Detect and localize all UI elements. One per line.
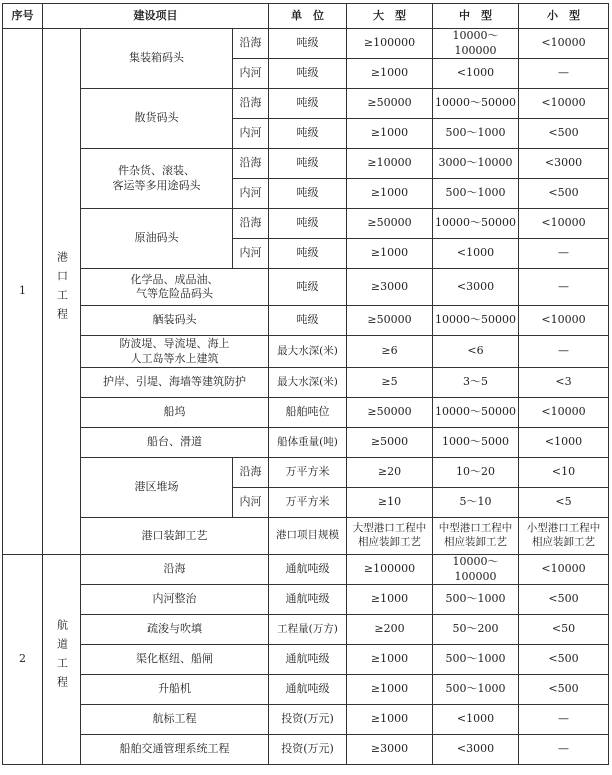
unit-cell: 吨级 [269, 59, 347, 89]
table-row [3, 209, 609, 239]
table-row [3, 555, 609, 585]
unit-cell: 投资(万元) [269, 735, 347, 765]
table-row [3, 705, 609, 735]
item-name: 内河整治 [81, 585, 269, 615]
table-row [3, 675, 609, 705]
large-cell: ≥1000 [347, 645, 433, 675]
medium-cell: 1000～5000 [433, 428, 519, 458]
item-name: 集装箱码头 [81, 29, 233, 89]
item-name-line: 件杂货、滚装、 [118, 164, 195, 178]
region-cell: 沿海 [233, 458, 269, 488]
medium-cell: 500～1000 [433, 675, 519, 705]
header-seq: 序号 [3, 4, 43, 29]
unit-cell: 吨级 [269, 89, 347, 119]
item-name: 船台、滑道 [81, 428, 269, 458]
item-name: 舾装码头 [81, 306, 269, 336]
item-name: 渠化枢纽、船闸 [81, 645, 269, 675]
small-cell: <1000 [519, 428, 609, 458]
small-cell: <10000 [519, 306, 609, 336]
region-cell: 内河 [233, 59, 269, 89]
medium-line: 中型港口工程中 [438, 522, 513, 535]
item-name: 港口装卸工艺 [81, 518, 269, 555]
region-cell: 内河 [233, 488, 269, 518]
medium-cell: 10000～50000 [433, 209, 519, 239]
large-cell: ≥3000 [347, 269, 433, 306]
item-name: 升船机 [81, 675, 269, 705]
large-cell: ≥1000 [347, 179, 433, 209]
medium-cell: 10000～50000 [433, 306, 519, 336]
medium-cell: 10～20 [433, 458, 519, 488]
small-cell: <10 [519, 458, 609, 488]
table-row [3, 306, 609, 336]
unit-cell: 通航吨级 [269, 585, 347, 615]
large-cell: ≥50000 [347, 209, 433, 239]
medium-cell: <3000 [433, 269, 519, 306]
small-cell: — [519, 239, 609, 269]
item-name-line: 防波堤、导流堤、海上 [119, 337, 230, 351]
seq-cell: 2 [3, 555, 43, 765]
unit-cell: 最大水深(米) [269, 336, 347, 368]
medium-line: 相应装卸工艺 [444, 536, 508, 548]
header-row [3, 4, 609, 29]
item-name-line: 化学品、成品油、 [130, 272, 219, 286]
table-row [3, 735, 609, 765]
large-cell: ≥1000 [347, 675, 433, 705]
unit-cell: 港口项目规模 [269, 518, 347, 555]
item-name [81, 336, 269, 368]
item-name-line: 客运等多用途码头 [112, 178, 201, 192]
medium-cell [433, 518, 519, 555]
unit-cell: 吨级 [269, 269, 347, 306]
large-cell [347, 518, 433, 555]
header-small: 小 型 [519, 4, 609, 29]
medium-cell: 50～200 [433, 615, 519, 645]
item-name: 沿海 [81, 555, 269, 585]
large-cell: ≥100000 [347, 29, 433, 59]
medium-cell: <1000 [433, 705, 519, 735]
small-cell: <500 [519, 675, 609, 705]
table-row [3, 149, 609, 179]
large-cell: ≥50000 [347, 306, 433, 336]
unit-cell: 吨级 [269, 119, 347, 149]
item-name [81, 269, 269, 306]
table-row [3, 29, 609, 59]
table-row [3, 336, 609, 368]
item-name: 散货码头 [81, 89, 233, 149]
header-large: 大 型 [347, 4, 433, 29]
classification-table [2, 3, 609, 765]
medium-cell: 3～5 [433, 368, 519, 398]
large-cell: ≥1000 [347, 119, 433, 149]
unit-cell: 吨级 [269, 149, 347, 179]
large-cell: ≥200 [347, 615, 433, 645]
large-line: 相应装卸工艺 [358, 536, 422, 548]
header-item: 建设项目 [43, 4, 269, 29]
medium-cell: <6 [433, 336, 519, 368]
medium-cell: 10000～100000 [433, 555, 519, 585]
large-cell: ≥5 [347, 368, 433, 398]
medium-cell: 500～1000 [433, 585, 519, 615]
small-cell: <500 [519, 119, 609, 149]
region-cell: 内河 [233, 239, 269, 269]
table-row [3, 458, 609, 488]
region-cell: 内河 [233, 179, 269, 209]
large-cell: ≥5000 [347, 428, 433, 458]
item-name: 护岸、引堤、海墙等建筑防护 [81, 368, 269, 398]
small-cell: — [519, 336, 609, 368]
small-cell: <10000 [519, 398, 609, 428]
category-label: 港口工程 [55, 251, 69, 328]
table-row [3, 89, 609, 119]
category-cell [43, 29, 81, 555]
medium-cell: 500～1000 [433, 645, 519, 675]
unit-cell: 通航吨级 [269, 645, 347, 675]
large-cell: ≥50000 [347, 89, 433, 119]
item-name: 原油码头 [81, 209, 233, 269]
item-name: 船舶交通管理系统工程 [81, 735, 269, 765]
item-name: 疏浚与吹填 [81, 615, 269, 645]
large-cell: ≥20 [347, 458, 433, 488]
unit-cell: 最大水深(米) [269, 368, 347, 398]
medium-cell: <3000 [433, 735, 519, 765]
small-cell [519, 518, 609, 555]
small-cell: — [519, 705, 609, 735]
small-line: 相应装卸工艺 [532, 536, 596, 548]
small-cell: — [519, 735, 609, 765]
small-cell: <10000 [519, 555, 609, 585]
small-line: 小型港口工程中 [526, 522, 601, 535]
unit-cell: 船舶吨位 [269, 398, 347, 428]
region-cell: 沿海 [233, 29, 269, 59]
table-row [3, 518, 609, 555]
unit-cell: 万平方米 [269, 488, 347, 518]
item-name-line: 人工岛等水上建筑 [130, 351, 219, 365]
table-row [3, 585, 609, 615]
region-cell: 沿海 [233, 149, 269, 179]
item-name: 船坞 [81, 398, 269, 428]
small-cell: <5 [519, 488, 609, 518]
medium-cell: 10000～50000 [433, 398, 519, 428]
category-label: 航道工程 [55, 619, 69, 696]
small-cell: — [519, 59, 609, 89]
unit-cell: 投资(万元) [269, 705, 347, 735]
table-row [3, 645, 609, 675]
header-unit: 单 位 [269, 4, 347, 29]
small-cell: <500 [519, 179, 609, 209]
table-row [3, 398, 609, 428]
unit-cell: 吨级 [269, 29, 347, 59]
table-row [3, 615, 609, 645]
table-row [3, 428, 609, 458]
table-row [3, 269, 609, 306]
large-cell: ≥1000 [347, 239, 433, 269]
region-cell: 内河 [233, 119, 269, 149]
small-cell: <10000 [519, 29, 609, 59]
item-name: 航标工程 [81, 705, 269, 735]
unit-cell: 工程量(万方) [269, 615, 347, 645]
small-cell: <3000 [519, 149, 609, 179]
unit-cell: 吨级 [269, 209, 347, 239]
small-cell: <3 [519, 368, 609, 398]
large-cell: ≥6 [347, 336, 433, 368]
large-cell: ≥1000 [347, 705, 433, 735]
unit-cell: 吨级 [269, 306, 347, 336]
large-cell: ≥100000 [347, 555, 433, 585]
medium-cell: 5～10 [433, 488, 519, 518]
header-medium: 中 型 [433, 4, 519, 29]
item-name-line: 气等危险品码头 [136, 287, 213, 300]
unit-cell: 吨级 [269, 179, 347, 209]
large-cell: ≥3000 [347, 735, 433, 765]
large-cell: ≥1000 [347, 59, 433, 89]
large-cell: ≥10000 [347, 149, 433, 179]
unit-cell: 船体重量(吨) [269, 428, 347, 458]
seq-cell: 1 [3, 29, 43, 555]
unit-cell: 通航吨级 [269, 555, 347, 585]
region-cell: 沿海 [233, 209, 269, 239]
small-cell: <10000 [519, 89, 609, 119]
small-cell: — [519, 269, 609, 306]
small-cell: <10000 [519, 209, 609, 239]
small-cell: <50 [519, 615, 609, 645]
unit-cell: 通航吨级 [269, 675, 347, 705]
unit-cell: 吨级 [269, 239, 347, 269]
large-cell: ≥50000 [347, 398, 433, 428]
medium-cell: <1000 [433, 239, 519, 269]
small-cell: <500 [519, 645, 609, 675]
unit-cell: 万平方米 [269, 458, 347, 488]
region-cell: 沿海 [233, 89, 269, 119]
item-name [81, 149, 233, 209]
small-cell: <500 [519, 585, 609, 615]
medium-cell: <1000 [433, 59, 519, 89]
large-line: 大型港口工程中 [352, 522, 427, 535]
medium-cell: 500～1000 [433, 119, 519, 149]
table-row [3, 368, 609, 398]
category-cell [43, 555, 81, 765]
medium-cell: 500～1000 [433, 179, 519, 209]
medium-cell: 3000～10000 [433, 149, 519, 179]
medium-cell: 10000～100000 [433, 29, 519, 59]
large-cell: ≥10 [347, 488, 433, 518]
medium-cell: 10000～50000 [433, 89, 519, 119]
item-name: 港区堆场 [81, 458, 233, 518]
large-cell: ≥1000 [347, 585, 433, 615]
